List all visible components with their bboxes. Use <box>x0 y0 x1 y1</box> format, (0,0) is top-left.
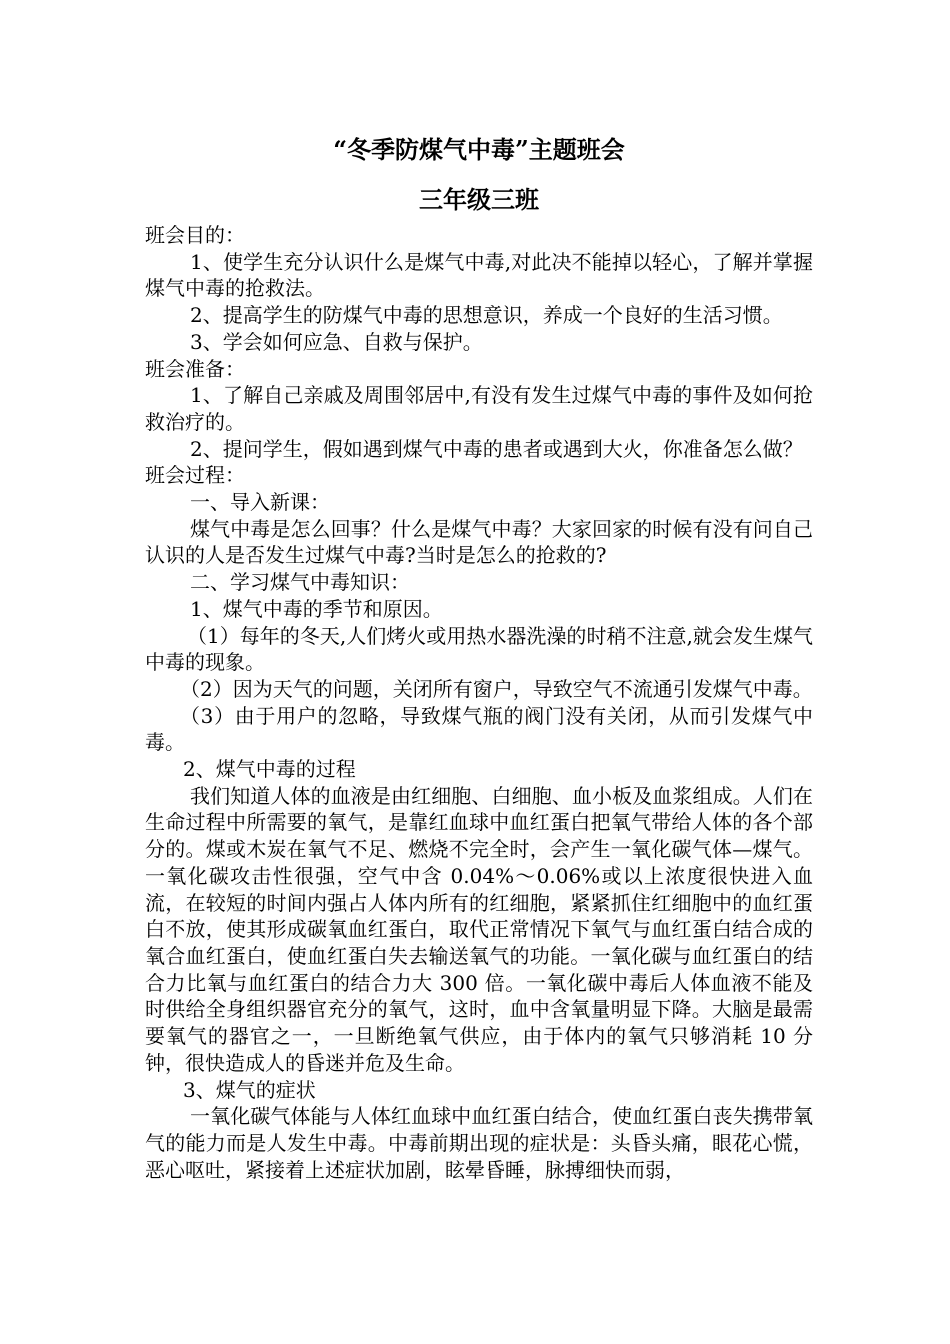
paragraph: 我们知道人体的血液是由红细胞、白细胞、血小板及血浆组成。人们在生命过程中所需要的氧气，是靠红血球中血红蛋白把氧气带给人体的各个部分的。煤或木炭在氧气不足、燃烧不完全时，会产生一氧化碳气体—煤气。一氧化碳攻击性很强，空气中含 0.04%～0.06%或以上浓度很快进入血流，在较短的时间内强占人体内所有的红细胞，紧紧抓住红细胞中的血红蛋白不放，使其形成碳氧血红蛋白，取代正常情况下氧气与血红蛋白结合成的氧合血红蛋白，使血红蛋白失去输送氧气的功能。一氧化碳与血红蛋白的结合力比氧与血红蛋白的结合力大 300 倍。一氧化碳中毒后人体血液不能及时供给全身组织器官充分的氧气，这时，血中含氧量明显下降。大脑是最需要氧气的器官之一，一旦断绝氧气供应，由于体内的氧气只够消耗 10 分钟，很快造成人的昏迷并危及生命。 <box>145 783 813 1075</box>
paragraph: （2）因为天气的问题，关闭所有窗户，导致空气不流通引发煤气中毒。 <box>180 676 813 701</box>
section-heading: 班会过程： <box>145 463 245 488</box>
document-title: “冬季防煤气中毒”主题班会 <box>333 135 625 164</box>
section-heading: 班会准备： <box>145 356 245 381</box>
paragraph: 一氧化碳气体能与人体红血球中血红蛋白结合，使血红蛋白丧失携带氧气的能力而是人发生中毒。中毒前期出现的症状是：头昏头痛，眼花心慌，恶心呕吐，紧接着上述症状加剧，眩晕昏睡，脉搏细快而弱， <box>145 1104 813 1182</box>
paragraph: 煤气中毒是怎么回事？什么是煤气中毒？大家回家的时候有没有问自己认识的人是否发生过煤气中毒?当时是怎么的抢救的? <box>145 516 813 568</box>
document-body <box>145 222 813 1183</box>
paragraph: 3、学会如何应急、自救与保护。 <box>190 329 483 354</box>
paragraph: 1、了解自己亲戚及周围邻居中,有没有发生过煤气中毒的事件及如何抢救治疗的。 <box>145 383 813 434</box>
paragraph: （3）由于用户的忽略，导致煤气瓶的阀门没有关闭，从而引发煤气中毒。 <box>145 703 813 755</box>
paragraph: 一、导入新课： <box>190 490 330 515</box>
paragraph: 2、提问学生，假如遇到煤气中毒的患者或遇到大火，你准备怎么做？ <box>190 436 803 461</box>
paragraph: 1、煤气中毒的季节和原因。 <box>190 596 443 621</box>
paragraph: （1）每年的冬天,人们烤火或用热水器洗澡的时稍不注意,就会发生煤气中毒的现象。 <box>145 623 813 675</box>
paragraph: 1、使学生充分认识什么是煤气中毒,对此决不能掉以轻心，了解并掌握煤气中毒的抢救法。 <box>145 249 813 301</box>
paragraph: 二、学习煤气中毒知识： <box>190 570 410 595</box>
section-heading: 班会目的： <box>145 223 245 247</box>
paragraph: 2、提高学生的防煤气中毒的思想意识，养成一个良好的生活习惯。 <box>190 303 783 328</box>
document-subtitle: 三年级三班 <box>419 185 539 214</box>
paragraph: 2、煤气中毒的过程 <box>183 757 356 782</box>
paragraph: 3、煤气的症状 <box>183 1077 316 1102</box>
